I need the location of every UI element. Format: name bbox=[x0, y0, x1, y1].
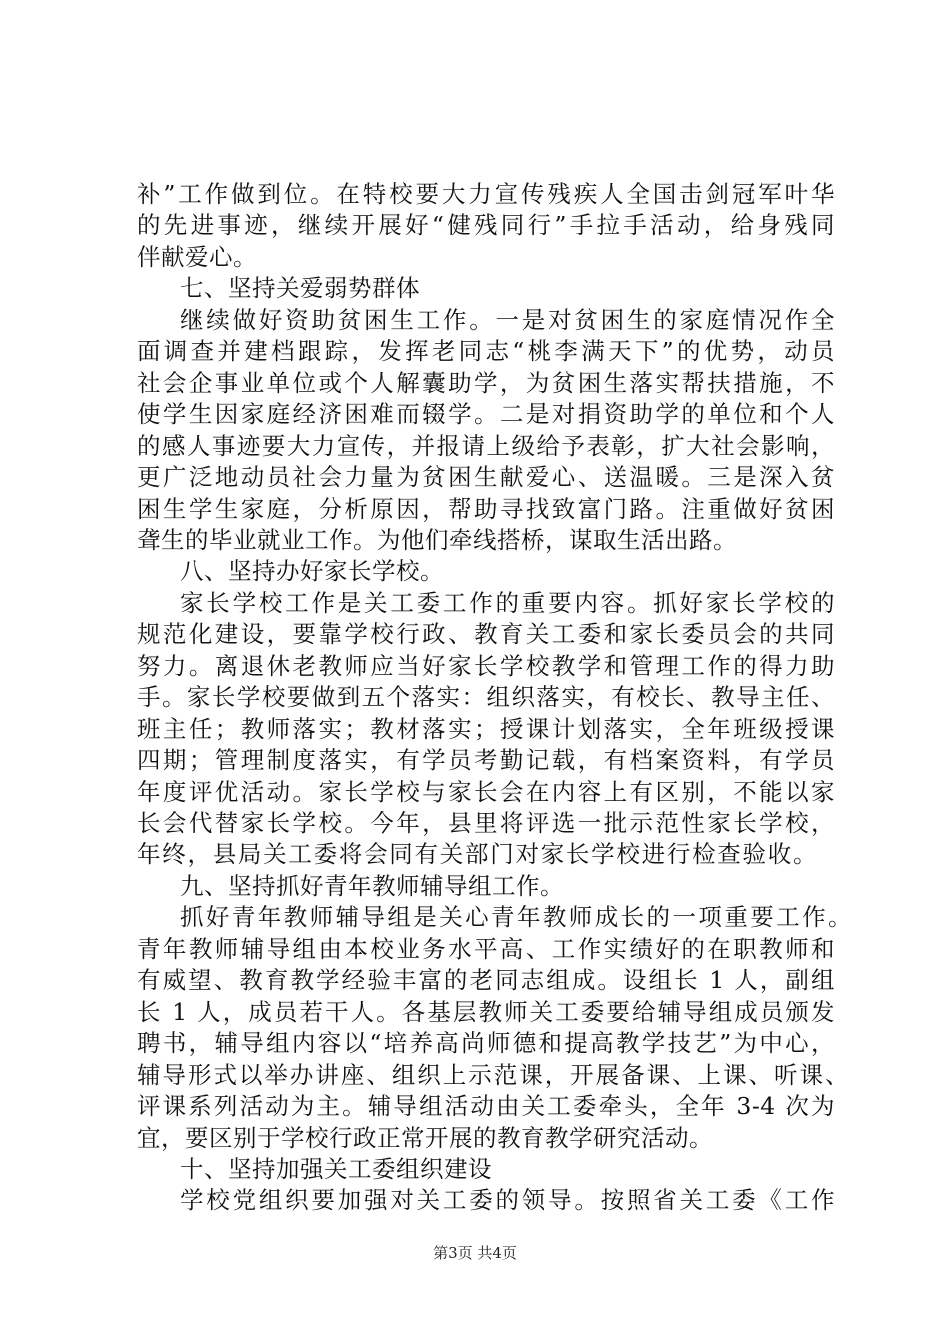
paragraph-line: 家长学校工作是关工委工作的重要内容。抓好家长学校的 bbox=[180, 588, 835, 617]
paragraph-line: 的先进事迹，继续开展好“健残同行”手拉手活动，给身残同 bbox=[137, 211, 835, 240]
paragraph-line: 辅导形式以举办讲座、组织上示范课，开展备课、上课、听课、 bbox=[137, 1060, 849, 1089]
section-heading-10: 十、坚持加强关工委组织建设 bbox=[180, 1154, 492, 1183]
paragraph-line: 长会代替家长学校。今年，县里将评选一批示范性家长学校， bbox=[137, 809, 835, 837]
paragraph-line: 班主任；教师落实；教材落实；授课计划落实，全年班级授课 bbox=[137, 714, 835, 743]
paragraph-line: 年终，县局关工委将会同有关部门对家长学校进行检查验收。 bbox=[137, 840, 817, 869]
paragraph-line: 长 1 人，成员若干人。各基层教师关工委要给辅导组成员颁发 bbox=[137, 997, 835, 1026]
paragraph-line: 学校党组织要加强对关工委的领导。按照省关工委《工作 bbox=[180, 1186, 835, 1215]
paragraph-line: 继续做好资助贫困生工作。一是对贫困生的家庭情况作全 bbox=[180, 305, 835, 334]
paragraph-line: 困生学生家庭，分析原因，帮助寻找致富门路。注重做好贫困 bbox=[137, 494, 835, 523]
paragraph-line: 的感人事迹要大力宣传，并报请上级给予表彰，扩大社会影响， bbox=[137, 431, 835, 460]
paragraph-line: 抓好青年教师辅导组是关心青年教师成长的一项重要工作。 bbox=[180, 903, 852, 932]
paragraph-line: 聋生的毕业就业工作。为他们牵线搭桥，谋取生活出路。 bbox=[137, 525, 737, 554]
paragraph-line: 努力。离退休老教师应当好家长学校教学和管理工作的得力助 bbox=[137, 651, 835, 680]
page-number-footer: 第3页 共4页 bbox=[433, 1244, 517, 1262]
paragraph-line: 面调查并建档跟踪，发挥老同志“桃李满天下”的优势，动员 bbox=[137, 337, 835, 366]
paragraph-line: 聘书，辅导组内容以“培养高尚师德和提高教学技艺”为中心， bbox=[137, 1029, 835, 1058]
paragraph-line: 规范化建设，要靠学校行政、教育关工委和家长委员会的共同 bbox=[137, 620, 835, 649]
section-heading-7: 七、坚持关爱弱势群体 bbox=[180, 274, 420, 303]
paragraph-line: 更广泛地动员社会力量为贫困生献爱心、送温暖。三是深入贫 bbox=[137, 463, 835, 492]
paragraph-line: 有威望、教育教学经验丰富的老同志组成。设组长 1 人，副组 bbox=[137, 966, 835, 995]
paragraph-line: 伴献爱心。 bbox=[137, 242, 257, 271]
paragraph-line: 青年教师辅导组由本校业务水平高、工作实绩好的在职教师和 bbox=[137, 934, 835, 963]
paragraph-line: 补”工作做到位。在特校要大力宣传残疾人全国击剑冠军叶华 bbox=[137, 180, 835, 208]
paragraph-line: 使学生因家庭经济困难而辍学。二是对捐资助学的单位和个人 bbox=[137, 400, 835, 429]
paragraph-line: 手。家长学校要做到五个落实：组织落实，有校长、教导主任、 bbox=[137, 683, 835, 712]
paragraph-line: 评课系列活动为主。辅导组活动由关工委牵头，全年 3-4 次为 bbox=[137, 1092, 835, 1121]
paragraph-line: 宜，要区别于学校行政正常开展的教育教学研究活动。 bbox=[137, 1123, 713, 1152]
paragraph-line: 社会企事业单位或个人解囊助学，为贫困生落实帮扶措施，不 bbox=[137, 368, 835, 397]
paragraph-line: 四期；管理制度落实，有学员考勤记载，有档案资料，有学员 bbox=[137, 746, 835, 775]
section-heading-8: 八、坚持办好家长学校。 bbox=[180, 557, 444, 586]
section-heading-9: 九、坚持抓好青年教师辅导组工作。 bbox=[180, 871, 564, 900]
paragraph-line: 年度评优活动。家长学校与家长会在内容上有区别，不能以家 bbox=[137, 777, 835, 806]
